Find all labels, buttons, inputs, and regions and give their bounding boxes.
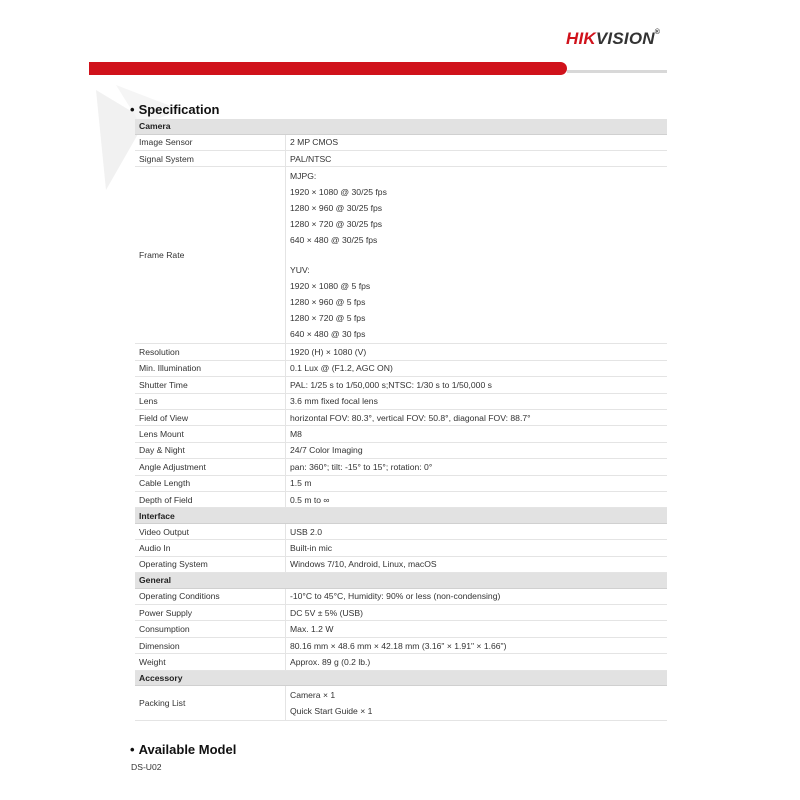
row-signal-system: Signal System PAL/NTSC — [135, 150, 667, 166]
row-packing-list: Packing List Camera × 1 Quick Start Guide × 1 — [135, 686, 667, 721]
section-accessory: Accessory — [135, 670, 667, 686]
row-cable-length: Cable Length 1.5 m — [135, 475, 667, 491]
specification-heading: • Specification — [130, 102, 220, 117]
row-lens: Lens 3.6 mm fixed focal lens — [135, 393, 667, 409]
row-frame-rate: Frame Rate MJPG: 1920 × 1080 @ 30/25 fps 1280 × 960 @ 30/25 fps 1280 × 720 @ 30/25 fps 640 × 480 @ 30/25 fps YUV: 1920 × 1080 @ 5 fps 1280 × 960 @ 5 fps 1280 × 720 @ 5 fps 640 × 480 @ 30 fps — [135, 167, 667, 344]
header-grey-line — [567, 70, 667, 73]
row-min-illumination: Min. Illumination 0.1 Lux @ (F1.2, AGC ON) — [135, 360, 667, 376]
row-field-of-view: Field of View horizontal FOV: 80.3°, vertical FOV: 50.8°, diagonal FOV: 88.7° — [135, 409, 667, 425]
row-image-sensor: Image Sensor 2 MP CMOS — [135, 134, 667, 150]
row-operating-conditions: Operating Conditions -10°C to 45°C, Humidity: 90% or less (non-condensing) — [135, 588, 667, 604]
model-code: DS-U02 — [131, 762, 162, 772]
row-depth-of-field: Depth of Field 0.5 m to ∞ — [135, 491, 667, 507]
section-general: General — [135, 573, 667, 589]
available-model-heading: • Available Model — [130, 742, 237, 757]
packing-list-values: Camera × 1 Quick Start Guide × 1 — [286, 686, 668, 721]
row-resolution: Resolution 1920 (H) × 1080 (V) — [135, 344, 667, 360]
section-interface: Interface — [135, 508, 667, 524]
row-angle-adjustment: Angle Adjustment pan: 360°; tilt: -15° to 15°; rotation: 0° — [135, 459, 667, 475]
frame-rate-values: MJPG: 1920 × 1080 @ 30/25 fps 1280 × 960 @ 30/25 fps 1280 × 720 @ 30/25 fps 640 × 480 @ 30/25 fps YUV: 1920 × 1080 @ 5 fps 1280 × 960 @ 5 fps 1280 × 720 @ 5 fps 640 × 480 @ 30 fps — [286, 167, 668, 344]
row-consumption: Consumption Max. 1.2 W — [135, 621, 667, 637]
row-video-output: Video Output USB 2.0 — [135, 523, 667, 539]
hikvision-logo: HIKVISION® — [566, 29, 661, 48]
section-camera: Camera — [135, 119, 667, 134]
row-power-supply: Power Supply DC 5V ± 5% (USB) — [135, 605, 667, 621]
row-weight: Weight Approx. 89 g (0.2 lb.) — [135, 654, 667, 670]
row-day-night: Day & Night 24/7 Color Imaging — [135, 442, 667, 458]
row-lens-mount: Lens Mount M8 — [135, 426, 667, 442]
row-operating-system: Operating System Windows 7/10, Android, Linux, macOS — [135, 556, 667, 572]
specification-table — [135, 119, 667, 721]
row-dimension: Dimension 80.16 mm × 48.6 mm × 42.18 mm (3.16" × 1.91" × 1.66") — [135, 637, 667, 653]
row-shutter-time: Shutter Time PAL: 1/25 s to 1/50,000 s;NTSC: 1/30 s to 1/50,000 s — [135, 377, 667, 393]
header-red-bar — [89, 62, 567, 75]
row-audio-in: Audio In Built-in mic — [135, 540, 667, 556]
